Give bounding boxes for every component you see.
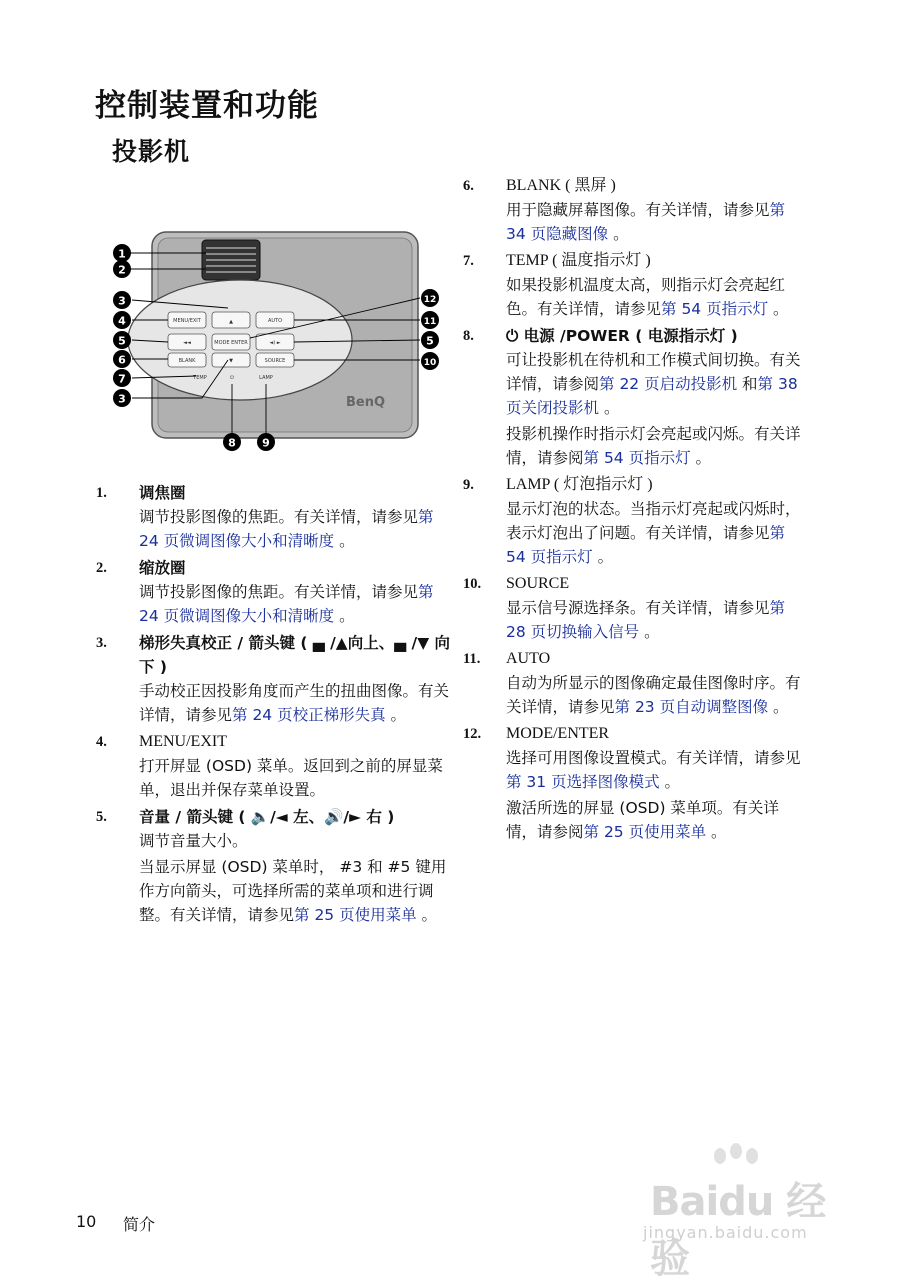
feature-item xyxy=(96,556,456,628)
section-title: 投影机 xyxy=(112,137,191,166)
feature-description xyxy=(139,679,456,727)
label-lamp: LAMP xyxy=(259,375,273,381)
description-text: 投影机操作时指示灯会亮起或闪烁。有关详情，请参阅 xyxy=(506,425,801,467)
feature-description xyxy=(506,796,808,844)
description-text: 调节投影图像的焦距。有关详情，请参见 xyxy=(139,583,419,601)
feature-description xyxy=(506,596,808,644)
brand-logo: BenQ xyxy=(346,395,386,410)
description-text: 。 xyxy=(768,300,789,318)
description-text: 手动校正因投影角度而产生的扭曲图像。有关详情，请参见 xyxy=(139,682,450,724)
svg-text:6: 6 xyxy=(118,353,126,367)
cross-reference-link[interactable]: 第 38 页关闭投影机 xyxy=(506,375,798,417)
feature-list-left xyxy=(96,481,456,930)
watermark xyxy=(640,1148,855,1282)
feature-title: 梯形失真校正 / 箭头键 ( ▄ /▲向上、▄ /▼ 向下 ) xyxy=(139,634,451,676)
feature-number: 1. xyxy=(96,485,107,501)
description-text: 。 xyxy=(592,548,614,566)
cross-reference-link[interactable]: 第 23 页自动调整图像 xyxy=(614,698,769,716)
section-name: 简介 xyxy=(123,1215,156,1234)
feature-number: 4. xyxy=(96,734,107,750)
svg-text:▼: ▼ xyxy=(229,358,233,364)
cross-reference-link[interactable]: 第 54 页指示灯 xyxy=(661,300,769,318)
feature-title: LAMP ( 灯泡指示灯 ) xyxy=(506,476,653,493)
feature-list-right xyxy=(463,174,808,847)
svg-text:4: 4 xyxy=(118,314,126,328)
cross-reference-link[interactable]: 第 28 页切换输入信号 xyxy=(506,599,786,641)
feature-description xyxy=(506,497,808,569)
feature-description xyxy=(506,422,808,470)
cross-reference-link[interactable]: 第 24 页微调图像大小和清晰度 xyxy=(139,508,434,550)
feature-description xyxy=(139,829,456,853)
feature-title: TEMP ( 温度指示灯 ) xyxy=(506,252,651,269)
feature-number: 3. xyxy=(96,635,107,651)
description-text: 选择可用图像设置模式。有关详情，请参见 xyxy=(506,749,801,767)
description-text: 和 xyxy=(737,375,758,393)
svg-text:2: 2 xyxy=(118,263,126,277)
feature-title: 缩放圈 xyxy=(139,559,186,577)
description-text: 。 xyxy=(706,823,727,841)
description-text: 。 xyxy=(416,906,438,924)
description-text: 可让投影机在待机和工作模式间切换。有关详情，请参阅 xyxy=(506,351,801,393)
cross-reference-link[interactable]: 第 54 页指示灯 xyxy=(583,449,691,467)
feature-item xyxy=(96,730,456,802)
feature-description xyxy=(506,671,808,719)
description-text: 打开屏显 (OSD) 菜单。返回到之前的屏显菜单，退出并保存菜单设置。 xyxy=(139,757,443,799)
svg-text:5: 5 xyxy=(118,334,126,348)
cross-reference-link[interactable]: 第 25 页使用菜单 xyxy=(294,906,417,924)
cross-reference-link[interactable]: 第 54 页指示灯 xyxy=(506,524,786,566)
feature-number: 12. xyxy=(463,726,482,742)
svg-text:11: 11 xyxy=(423,317,437,327)
label-blank: BLANK xyxy=(178,358,196,364)
feature-description xyxy=(506,198,808,246)
feature-item xyxy=(463,324,808,470)
feature-description xyxy=(139,505,456,553)
feature-number: 6. xyxy=(463,178,474,194)
description-text: 显示灯泡的状态。当指示灯亮起或闪烁时，表示灯泡出了问题。有关详情，请参见 xyxy=(506,500,801,542)
cross-reference-link[interactable]: 第 24 页校正梯形失真 xyxy=(232,706,386,724)
svg-text:3: 3 xyxy=(118,294,126,308)
feature-title: 音量 / 箭头键 ( 🔈/◄ 左、🔊/► 右 ) xyxy=(139,808,395,826)
description-text: 显示信号源选择条。有关详情，请参见 xyxy=(506,599,770,617)
feature-title: AUTO xyxy=(506,650,551,667)
svg-text:1: 1 xyxy=(118,247,126,261)
watermark-brand: Baidu 经验 xyxy=(650,1179,826,1282)
feature-description xyxy=(139,580,456,628)
feature-item xyxy=(96,481,456,553)
svg-text:5: 5 xyxy=(426,334,434,348)
label-temp: TEMP xyxy=(193,375,207,381)
svg-text:10: 10 xyxy=(423,358,437,368)
label-mode: MODE ENTER xyxy=(214,340,248,346)
svg-text:◄◄: ◄◄ xyxy=(183,340,191,346)
feature-title: SOURCE xyxy=(506,575,570,592)
feature-item xyxy=(463,572,808,644)
label-auto: AUTO xyxy=(267,318,283,324)
cross-reference-link[interactable]: 第 24 页微调图像大小和清晰度 xyxy=(139,583,434,625)
feature-number: 7. xyxy=(463,253,474,269)
feature-number: 11. xyxy=(463,651,481,667)
description-text: 。 xyxy=(768,698,789,716)
description-text: 。 xyxy=(334,532,355,550)
description-text: 。 xyxy=(608,225,629,243)
cross-reference-link[interactable]: 第 22 页启动投影机 xyxy=(599,375,738,393)
svg-text:⏻: ⏻ xyxy=(230,375,234,381)
feature-number: 10. xyxy=(463,576,482,592)
description-text: 调节音量大小。 xyxy=(139,832,248,850)
feature-item xyxy=(96,631,456,727)
feature-item xyxy=(463,249,808,321)
feature-title: ⏻ 电源 /POWER ( 电源指示灯 ) xyxy=(506,327,738,345)
svg-text:12: 12 xyxy=(423,295,437,305)
projector-diagram xyxy=(110,228,450,458)
description-text: 自动为所显示的图像确定最佳图像时序。有关详情，请参见 xyxy=(506,674,801,716)
feature-description xyxy=(139,855,456,927)
feature-number: 2. xyxy=(96,560,107,576)
feature-number: 5. xyxy=(96,809,107,825)
svg-text:◄) ►: ◄) ► xyxy=(269,340,281,346)
label-menu: MENU/EXIT xyxy=(173,318,201,324)
feature-number: 9. xyxy=(463,477,474,493)
description-text: 调节投影图像的焦距。有关详情，请参见 xyxy=(139,508,419,526)
cross-reference-link[interactable]: 第 34 页隐藏图像 xyxy=(506,201,786,243)
page-title: 控制装置和功能 xyxy=(95,88,319,124)
feature-item xyxy=(463,473,808,569)
description-text: 激活所选的屏显 (OSD) 菜单项。有关详情，请参阅 xyxy=(506,799,779,841)
feature-title: MENU/EXIT xyxy=(139,733,227,750)
feature-description xyxy=(139,754,456,802)
description-text: 。 xyxy=(639,623,660,641)
page-number: 10 xyxy=(76,1212,97,1231)
description-text: 如果投影机温度太高，则指示灯会亮起红色。有关详情，请参见 xyxy=(506,276,786,318)
feature-description xyxy=(506,746,808,794)
svg-text:7: 7 xyxy=(118,372,126,386)
svg-text:▲: ▲ xyxy=(229,319,233,325)
cross-reference-link[interactable]: 第 31 页选择图像模式 xyxy=(506,773,660,791)
feature-item xyxy=(463,647,808,719)
feature-item xyxy=(96,805,456,927)
feature-number: 8. xyxy=(463,328,474,344)
cross-reference-link[interactable]: 第 25 页使用菜单 xyxy=(583,823,707,841)
svg-text:9: 9 xyxy=(262,436,270,450)
description-text: 用于隐藏屏幕图像。有关详情，请参见 xyxy=(506,201,770,219)
description-text: 当显示屏显 (OSD) 菜单时， #3 和 #5 键用作方向箭头，可选择所需的菜单项和进行调整。有关详情，请参见 xyxy=(139,858,447,924)
description-text: 。 xyxy=(659,773,681,791)
description-text: 。 xyxy=(334,607,355,625)
feature-title: 调焦圈 xyxy=(139,484,186,502)
feature-description xyxy=(506,273,808,321)
feature-item xyxy=(463,174,808,246)
description-text: 。 xyxy=(690,449,712,467)
feature-title: MODE/ENTER xyxy=(506,725,610,742)
label-source: SOURCE xyxy=(264,358,286,364)
svg-text:3: 3 xyxy=(118,392,126,406)
feature-description xyxy=(506,348,808,420)
watermark-url: jingyan.baidu.com xyxy=(643,1223,808,1242)
description-text: 。 xyxy=(385,706,407,724)
svg-text:8: 8 xyxy=(228,436,236,450)
feature-item xyxy=(463,722,808,844)
feature-title: BLANK ( 黑屏 ) xyxy=(506,177,616,194)
description-text: 。 xyxy=(599,399,620,417)
